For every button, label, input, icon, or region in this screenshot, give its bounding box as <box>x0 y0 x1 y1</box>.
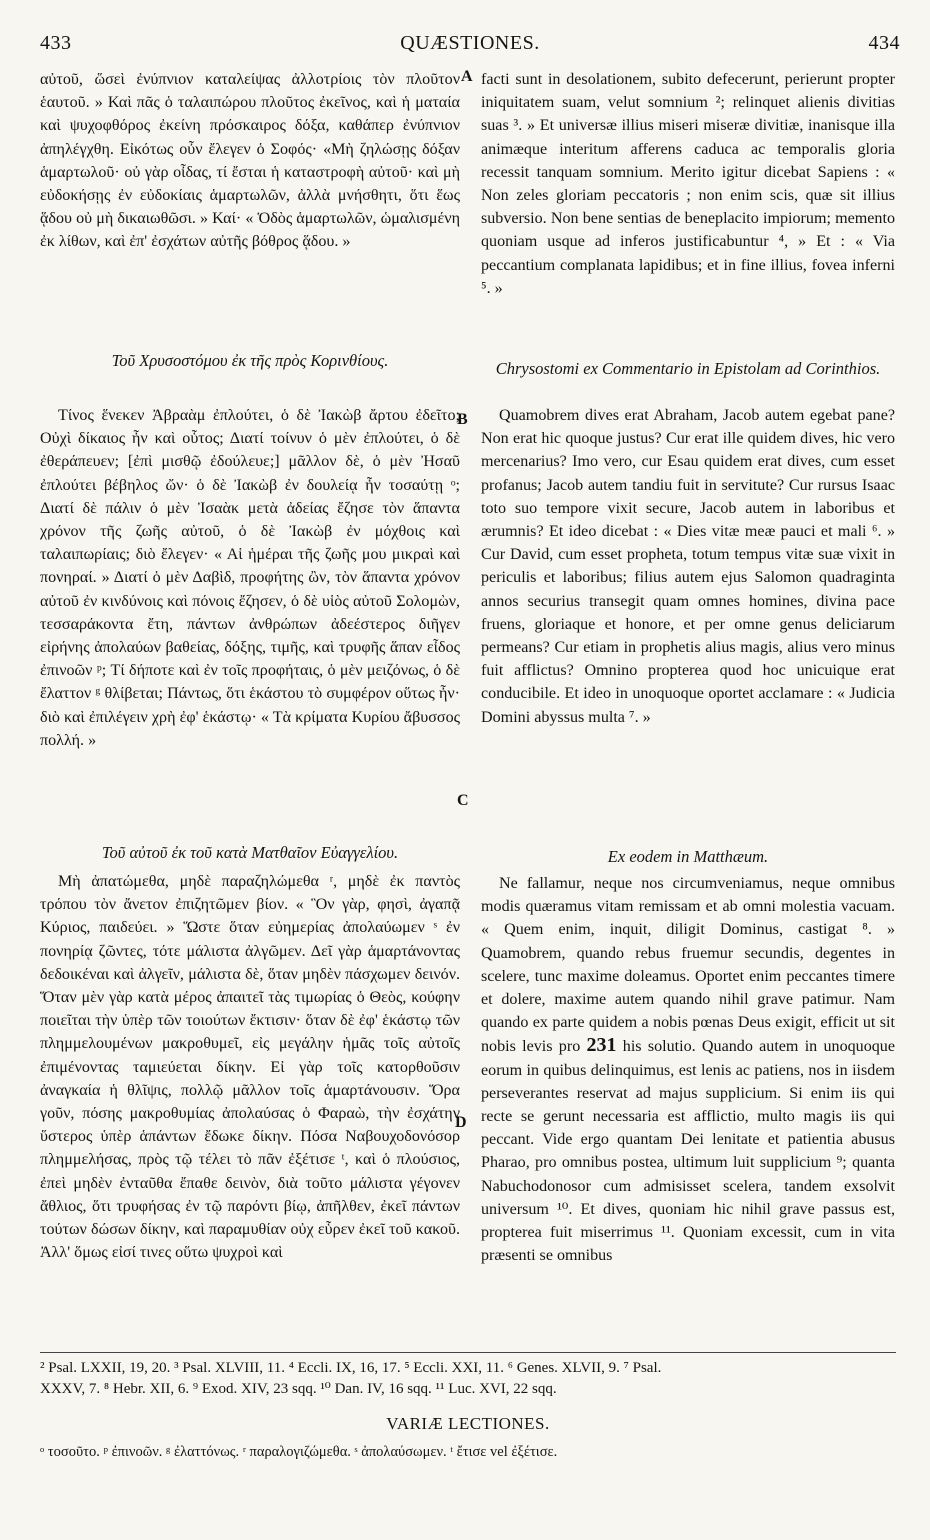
variae-lectiones-line: ᵒ τοσοῦτο. ᵖ ἐπινοῶν. ᵍ ἐλαττόνως. ʳ παραλογιζώμεθα. ˢ ἀπολαύσωμεν. ᵗ ἔτισε vel ἐξέτισε. <box>40 1444 558 1460</box>
latin-paragraph-1: facti sunt in desolationem, subito defecerunt, perierunt propter iniquitatem suam, velut somnium ²; relinquet alienis divitias suas ³. » Et universæ illius miseri miseræ divitiæ, inanisque illa animæque interitum afferens caduca ac temporalis gloria recessit tanquam somnium. Merito igitur dicebat Sapiens : « Non zeles gloriam peccatoris ; non enim scis, quæ sit illius subversio. Non bene sentias de beneplacito impiorum; memento quoniam usque ad inferos justificabuntur ⁴, » Et : « Via peccantium complanata lapidibus; et in fine illius, fovea inferni ⁵. » <box>481 71 895 297</box>
section-title: Τοῦ αὐτοῦ ἐκ τοῦ κατὰ Ματθαῖον Εὐαγγελίου. <box>101 843 399 862</box>
greek-column-part-1 <box>40 68 460 254</box>
footnote-line-1: ² Psal. LXXII, 19, 20. ³ Psal. XLVIII, 11. ⁴ Eccli. IX, 16, 17. ⁵ Eccli. XXI, 11. ⁶ Genes. XLVII, 9. ⁷ Psal. <box>40 1360 662 1376</box>
section-title: Ex eodem in Matthæum. <box>607 847 769 866</box>
latin-paragraph-3 <box>481 872 895 1267</box>
latin-text-a: Ne fallamur, neque nos circumveniamus, neque omnibus modis quæramus vitam remissam et ab omni molestia vacuam. « Quem enim, inquit, diligit Dominus, castigat ⁸. » Quamobrem, quando rebus fruemur secundis, degentes in scelere, tunc maxime doleamus. Oportet enim peccantes timere et dolere, maxime autem quando nihil grave patimur. Nam quando ex parte quidem a nobis pœnas Deus exigit, efficit ut sit nobis levis pro <box>481 875 895 1056</box>
latin-paragraph-2: Quamobrem dives erat Abraham, Jacob autem egebat pane? Non erat hic quoque justus? Cur erat ille quidem dives, hic vero mercenarius? Imo vero, cur Esau quidem erat dives, cum esset profanus; Jacob autem tandiu fuit in servitute? Cur rursus Isaac toto suo tempore vixit secure, Jacob autem in laboribus et ærumnis? Et ideo dicebat : « Dies vitæ meæ pauci et mali ⁶. » Cur David, cum esset propheta, totum tempus vitæ suæ vixit in periculis et laboribus; filius autem ejus Salomon quadraginta annos securius transegit quam omnes homines, divina pace fruens, gloriaque et honore, et per omne genus deliciarum permeans? Cur etiam in prophetis alius magis, alius vero minus fuit afflictus? Omnino propterea quod hoc unicuique erat conducibile. Et ideo in unoquoque oportet acclamare : « Judicia Domini abyssus multa ⁷. » <box>481 407 895 726</box>
running-title: QUÆSTIONES. <box>400 32 540 54</box>
latin-column-part-1 <box>481 68 895 300</box>
greek-paragraph-2: Τίνος ἕνεκεν Ἀβραὰμ ἐπλούτει, ὁ δὲ Ἰακὼβ ἄρτου ἐδεῖτο; Οὐχὶ δίκαιος ἦν καὶ οὗτος; Διατί τοίνυν ὁ μὲν ἐπλούτει, ὁ δὲ ἐθεράπευεν; [ἐπὶ μισθῷ ἐδούλευε;] μᾶλλον δὲ, ὁ μὲν Ἠσαῦ ἐπλούτει βέβηλος ὤν· ὁ δὲ Ἰακὼβ ἐν δουλείᾳ ἦν τοσαύτῃ ᵒ; Διατί δὲ πάλιν ὁ μὲν Ἰσαὰκ μετὰ ἀδείας ἔζησε τὸν ἅπαντα χρόνον τῆς ζωῆς αὐτοῦ, ὁ δὲ Ἰακὼβ ἐν μόχθοις καὶ ταλαιπωρίαις; διὸ ἔλεγεν· « Αἱ ἡμέραι τῆς ζωῆς μου μικραὶ καὶ πονηραί. » Διατί ὁ μὲν Δαβὶδ, προφήτης ὢν, τὸν ἅπαντα χρόνον αὐτοῦ ἐν κινδύνοις καὶ πόνοις ἔζησεν, ὁ δὲ υἱὸς αὐτοῦ Σολομὼν, τεσσαράκοντα ἔτη, πάντων ἀνθρώπων ἀδεέστερος διῆγεν εἰρήνης ἀπολαύων βαθείας, δόξης, τιμῆς, καὶ τρυφῆς ἅπαν εἶδος ἐπινοῶν ᵖ; Τί δήποτε καὶ ἐν τοῖς προφήταις, ὁ μὲν μειζόνως, ὁ δὲ ἔλαττον ᵍ θλίβεται; Πάντως, ὅτι ἑκάστου τὸ συμφέρον οὕτως ἦν· διὸ καὶ ἐπιλέγειν χρὴ ἐφ' ἑκάστῳ· « Τὰ κρίματα Κυρίου ἄβυσσος πολλή. » <box>40 407 460 749</box>
greek-section-title-corinthians <box>40 350 460 371</box>
section-title: Chrysostomi ex Commentario in Epistolam ad Corinthios. <box>495 359 881 378</box>
running-header <box>40 32 900 62</box>
margin-marker-d: D <box>455 1114 467 1131</box>
greek-column-part-2 <box>40 404 460 752</box>
page-number-right: 434 <box>868 32 900 54</box>
latin-section-title-corinthians <box>481 358 895 379</box>
latin-section-title-matthew <box>481 846 895 867</box>
footnotes <box>40 1358 896 1400</box>
greek-paragraph-1: αὐτοῦ, ὥσεὶ ἐνύπνιον καταλείψας ἀλλοτρίοις τὸν πλοῦτον ἑαυτοῦ. » Καὶ πᾶς ὁ ταλαιπώρου πλοῦτος ἐκεῖνος, καὶ ἡ ματαία καὶ ψυχοφθόρος ἐκείνη πρόσκαιρος δόξα, καθάπερ ἐνύπνιον ἀπηλέγχθη. Εἰκότως οὖν ἔλεγεν ὁ Σοφός· «Μὴ ζηλώσῃς δόξαν ἁμαρτωλοῦ· οὐ γὰρ οἶδας, τί ἔσται ἡ καταστροφὴ αὐτοῦ· καὶ μὴ εὐδοκήσῃς ἐν εὐδοκίαις ἁμαρτωλῶν, ἀλλὰ μνήσθητι, ὅτι ἕως ᾅδου οὐ μὴ δικαιωθῶσι. » Καί· « Ὁδὸς ἁμαρτωλῶν, ὡμαλισμένη ἐκ λίθων, καὶ ἐπ' ἐσχάτων αὐτῆς βόθρος ᾅδου. » <box>40 71 460 251</box>
column-number-marker: 231 <box>586 1034 617 1057</box>
greek-column-part-3 <box>40 870 460 1264</box>
latin-column-part-3 <box>481 872 895 1267</box>
variae-lectiones-heading: VARIÆ LECTIONES. <box>386 1414 550 1433</box>
section-title: Τοῦ Χρυσοστόμου ἐκ τῆς πρὸς Κορινθίους. <box>111 351 389 370</box>
greek-paragraph-3: Μὴ ἀπατώμεθα, μηδὲ παραζηλώμεθα ʳ, μηδὲ ἐκ παντὸς τρόπου τὸν ἄνετον ἐπιζητῶμεν βίον. « Ὃν γὰρ, φησὶ, ἀγαπᾷ Κύριος, παιδεύει. » Ὥστε ὅταν εὐημερίας ἀπολαύωμεν ˢ ἐν πονηρίᾳ ζῶντες, τότε μάλιστα ἀλγῶμεν. Δεῖ γὰρ ἁμαρτάνοντας δεδοικέναι καὶ ἀλγεῖν, μάλιστα δὲ, ὅταν μηδὲν πάσχωμεν δεινόν. Ὅταν μὲν γὰρ κατὰ μέρος ἀπαιτεῖ τὰς τιμωρίας ὁ Θεὸς, κούφην ποιεῖται τὴν ὑπὲρ τῶν τοιούτων ἔκτισιν· ὅταν δὲ ἐφ' ἑκάστῳ τῶν πλημμελουμένων μακροθυμεῖ, εἰς μεγάλην ἡμᾶς τοῖς αὐτοῖς ἐπιμένοντας ταμιεύεται δίκην. Εἰ γὰρ τοῖς κατορθοῦσιν ἀναγκαία ἡ θλῖψις, πολλῷ μᾶλλον τοῖς ἁμαρτάνουσιν. Ὅρα γοῦν, πόσης μακροθυμίας ἀπολαύσας ὁ Φαραὼ, τὴν ἐσχάτην ὕστερος ὑπὲρ ἁπάντων ἔδωκε δίκην. Πόσα Ναβουχοδονόσορ πλημμελήσας, πρὸς τῷ τέλει τὸ πᾶν ἐξέτισε ᵗ, καὶ ὁ πλούσιος, ἐπεὶ μηδὲν ἐνταῦθα ἔπαθε δεινὸν, διὰ τοῦτο μάλιστα γέγονεν ἄθλιος, ὅτι τρυφήσας ἐν τῷ παρόντι βίῳ, ἀπῆλθεν, ἐκεῖ πάντων τούτων δώσων δίκην, καὶ παραμυθίαν οὐχ εὗρεν ἐκεῖ τοῦ κακοῦ. Ἀλλ' ὅμως εἰσί τινες οὕτω ψυχροὶ καὶ <box>40 873 460 1262</box>
latin-column-part-2 <box>481 404 895 729</box>
page-number-left: 433 <box>40 32 72 54</box>
footnote-line-2: XXXV, 7. ⁸ Hebr. XII, 6. ⁹ Exod. XIV, 23 sqq. ¹⁰ Dan. IV, 16 sqq. ¹¹ Luc. XVI, 22 sqq. <box>40 1381 557 1397</box>
greek-section-title-matthew <box>40 842 460 863</box>
margin-marker-b: B <box>457 411 468 428</box>
margin-marker-a: A <box>461 68 473 85</box>
latin-text-b: his solutio. Quando autem in unoquoque eorum in quibus delinquimus, est lenis ac patiens, nos in iisdem perseverantes reservat ad majus supplicium. Si enim iis qui recte se gerunt necessaria est afflictio, multo magis iis qui peccant. Vide ergo quantam Dei lenitate et patientia abusus Pharao, pro omnibus postea, ultimum luit supplicium ⁹; quanta Nabuchodonosor cum admisisset scelera, tandem exsolvit universum ¹⁰. Et dives, quoniam hic nihil grave passus est, propterea fuit miserrimus ¹¹. Quoniam excessit, cum in vita præsenti se omnibus <box>481 1038 895 1265</box>
margin-marker-c: C <box>457 792 469 809</box>
footnote-rule <box>40 1352 896 1353</box>
